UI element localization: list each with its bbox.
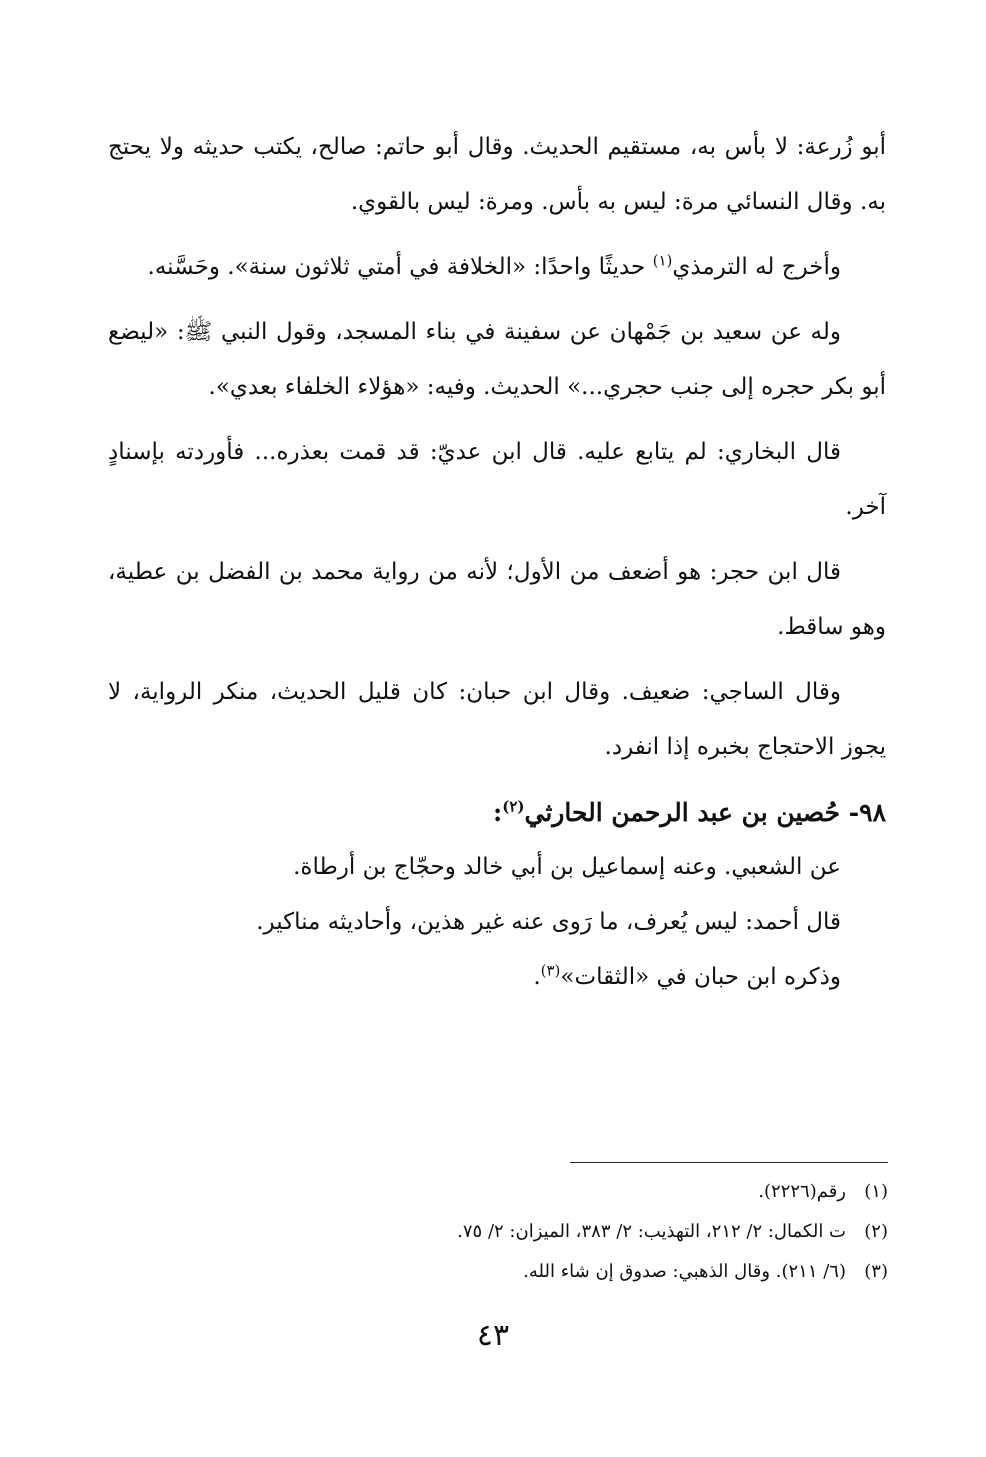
footnotes (300, 1172, 888, 1292)
paragraph-tirmidhi (108, 240, 886, 295)
tirmidhi-hadith: حديثًا واحدًا: «الخلافة في أمتي ثلاثون سنة». وحَسَّنه. (147, 254, 646, 280)
footnote-1 (300, 1172, 888, 1212)
footnote-text: رقم(٢٢٢٦). (758, 1181, 846, 1202)
entry-line-2: قال أحمد: ليس يُعرف، ما رَوى عنه غير هذين، وأحاديثه مناكير. (256, 909, 841, 935)
paragraph-bukhari: قال البخاري: لم يتابع عليه. قال ابن عديّ: قد قمت بعذره... فأوردته بإسنادٍ آخر. (108, 439, 886, 520)
footnote-text: (٦/ ٢١١). وقال الذهبي: صدوق إن شاء الله. (523, 1261, 846, 1282)
footnote-ref-1: (١) (652, 251, 673, 270)
entry-line-3-end: . (533, 964, 541, 990)
main-text (108, 120, 886, 1005)
paragraph-saji: وقال الساجي: ضعيف. وقال ابن حبان: كان قليل الحديث، منكر الرواية، لا يجوز الاحتجاج بخبره إذا انفرد. (108, 679, 886, 760)
footnote-2 (300, 1212, 888, 1252)
footnote-number: (٣) (864, 1261, 888, 1282)
tirmidhi-text: وأخرج له الترمذي (672, 254, 841, 280)
footnote-number: (٢) (864, 1221, 888, 1242)
entry-heading-colon: : (492, 798, 503, 827)
entry-line-3-text: وذكره ابن حبان في «الثقات» (560, 964, 841, 990)
footnote-divider (570, 1162, 888, 1163)
footnote-text: ت الكمال: ٢/ ٢١٢، التهذيب: ٢/ ٣٨٣، الميزان: ٢/ ٧٥. (457, 1221, 846, 1242)
footnote-3 (300, 1252, 888, 1292)
paragraph-safina: وله عن سعيد بن جَمْهان عن سفينة في بناء المسجد، وقول النبي ﷺ: «ليضع أبو بكر حجره إلى جنب حجري...» الحديث. وفيه: «هؤلاء الخلفاء بعدي». (108, 319, 886, 400)
page-number: ٤٣ (476, 1318, 510, 1353)
entry-heading (108, 785, 886, 840)
paragraph-abu-zura: أبو زُرعة: لا بأس به، مستقيم الحديث. وقال أبو حاتم: صالح، يكتب حديثه ولا يحتج به. وقال النسائي مرة: ليس به بأس. ومرة: ليس بالقوي. (108, 134, 886, 215)
footnote-number: (١) (864, 1181, 888, 1202)
paragraph-ibn-hajar: قال ابن حجر: هو أضعف من الأول؛ لأنه من رواية محمد بن الفضل بن عطية، وهو ساقط. (108, 559, 886, 640)
footnote-ref-3: (٣) (540, 961, 561, 980)
footnote-ref-2: (٢) (502, 797, 525, 816)
entry-line-1: عن الشعبي. وعنه إسماعيل بن أبي خالد وحجّاج بن أرطاة. (293, 854, 841, 880)
entry-line-3 (108, 950, 886, 1005)
entry-heading-text: ٩٨- حُصين بن عبد الرحمن الحارثي (524, 798, 886, 827)
